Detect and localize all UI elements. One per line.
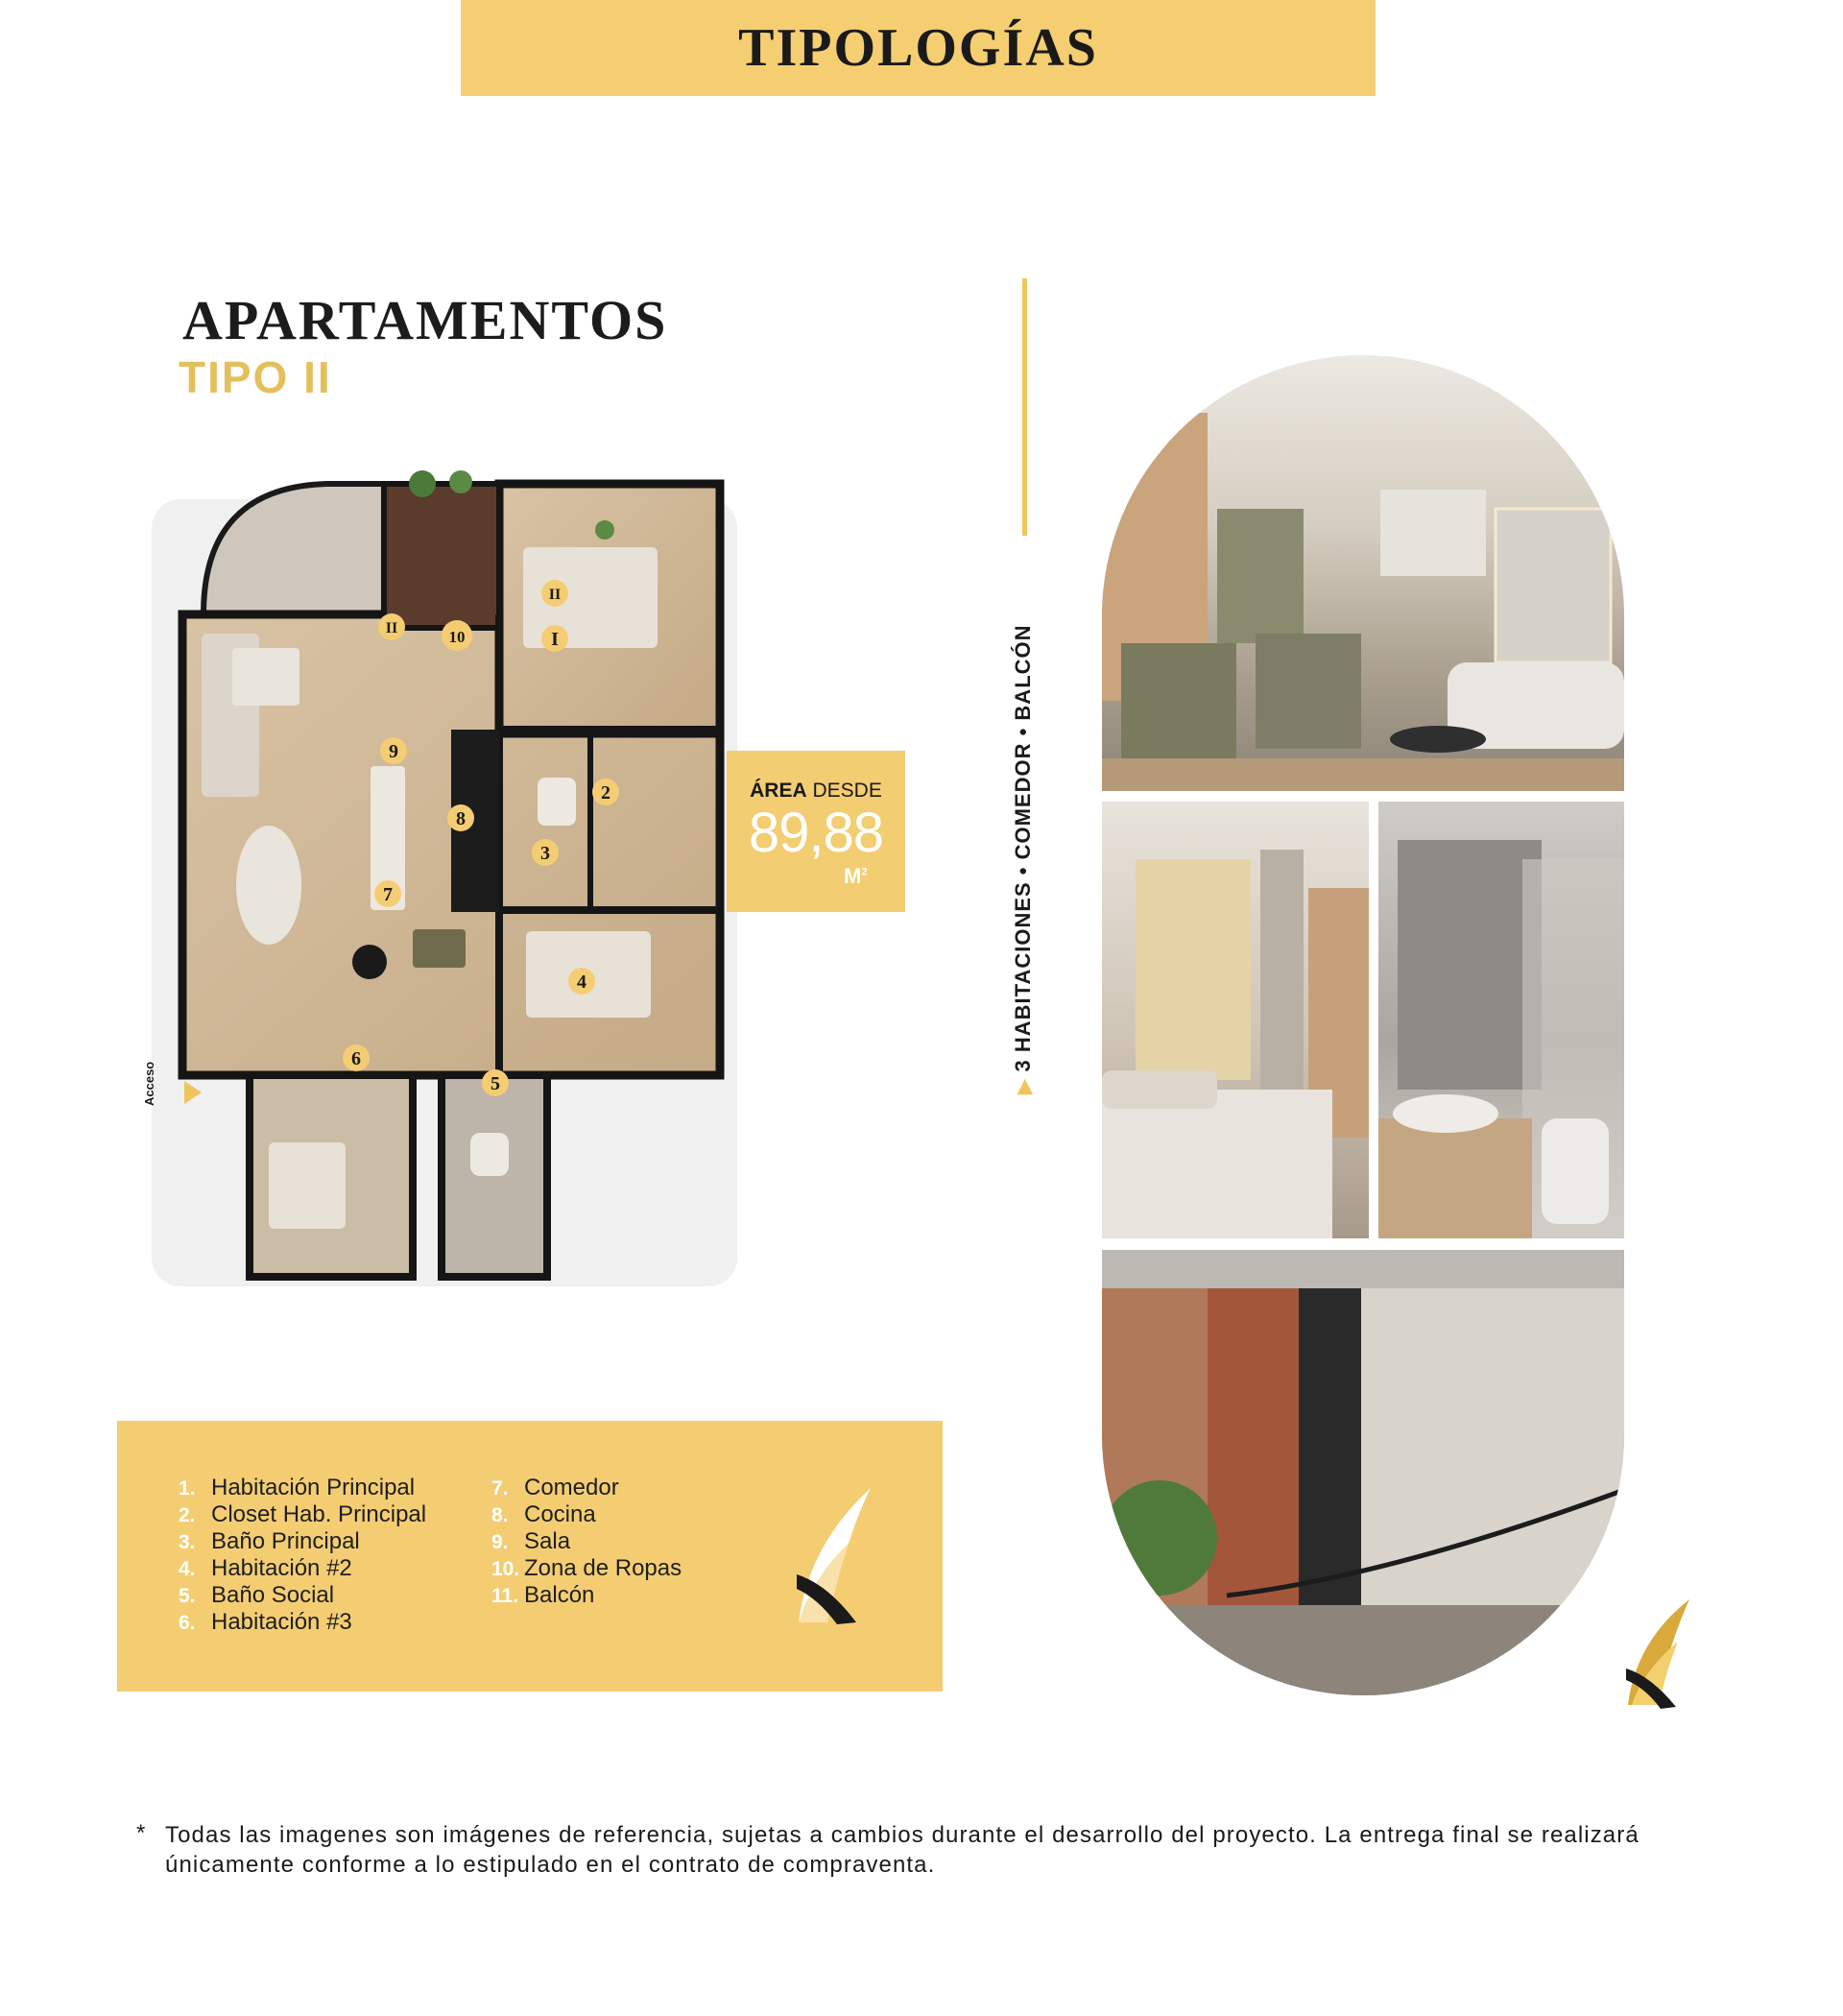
- area-unit: $M^2$: [844, 864, 868, 888]
- legend-column-right: [491, 1475, 682, 1609]
- triangle-icon: ▶: [1014, 1078, 1035, 1094]
- legend-item: 1. Habitación Principal: [179, 1475, 416, 1500]
- plan-marker: 9: [389, 741, 398, 762]
- plan-marker: 7: [383, 884, 393, 905]
- plan-marker: 3: [540, 843, 550, 864]
- brand-logo-icon: [789, 1478, 875, 1632]
- legend-item: 11. Balcón: [491, 1582, 595, 1608]
- legend-item: 2. Closet Hab. Principal: [179, 1501, 427, 1527]
- vertical-divider: [1022, 278, 1027, 536]
- page-title: TIPOLOGÍAS: [738, 18, 1098, 78]
- bathroom-photo: [1378, 802, 1624, 1238]
- legend-panel: [117, 1421, 943, 1692]
- balcony-photo: [1102, 1250, 1624, 1695]
- plan-marker: 2: [601, 782, 610, 804]
- brand-logo-icon: [1622, 1594, 1693, 1713]
- legend-item: 8. Cocina: [491, 1501, 596, 1527]
- plan-marker: II: [548, 587, 562, 603]
- plan-marker: I: [551, 629, 559, 650]
- apartment-title: APARTAMENTOS: [182, 289, 668, 351]
- plan-marker: 6: [351, 1048, 361, 1069]
- access-label: Acceso: [142, 1061, 156, 1106]
- plan-marker: 10: [448, 628, 466, 646]
- kitchen-living-photo: [1102, 355, 1624, 791]
- plan-marker: II: [385, 620, 398, 636]
- plan-marker: 5: [491, 1073, 500, 1094]
- legend-item: 7. Comedor: [491, 1475, 619, 1500]
- legend-item: 9. Sala: [491, 1528, 571, 1554]
- floor-plan-image: [134, 470, 749, 1315]
- disclaimer-text: Todas las imagenes son imágenes de referencia, sujetas a cambios durante el desarrollo del proyecto. La entrega final se realizará únicamente conforme a lo estipulado en el contrato de compraventa.: [165, 1822, 1640, 1878]
- legend-item: 4. Habitación #2: [179, 1555, 352, 1581]
- plan-marker: 4: [577, 972, 586, 993]
- disclaimer-asterisk: *: [136, 1820, 146, 1846]
- legend-item: 10. Zona de Ropas: [491, 1555, 682, 1581]
- legend-item: 5. Baño Social: [179, 1582, 335, 1608]
- area-value: 89,88: [748, 802, 884, 864]
- photo-gallery: [1102, 355, 1624, 1695]
- area-label: ÁREA DESDE: [750, 780, 882, 802]
- bedroom-photo: [1102, 802, 1369, 1238]
- apartment-type: TIPO II: [179, 352, 332, 402]
- plan-marker: 8: [456, 808, 466, 829]
- area-card: [727, 751, 905, 912]
- legend-item: 3. Baño Principal: [179, 1528, 360, 1554]
- legend-item: 6. Habitación #3: [179, 1609, 352, 1635]
- legend-column-left: [179, 1475, 426, 1636]
- features-text: ▶ 3 HABITACIONES • COMEDOR • BALCÓN: [1011, 624, 1035, 1094]
